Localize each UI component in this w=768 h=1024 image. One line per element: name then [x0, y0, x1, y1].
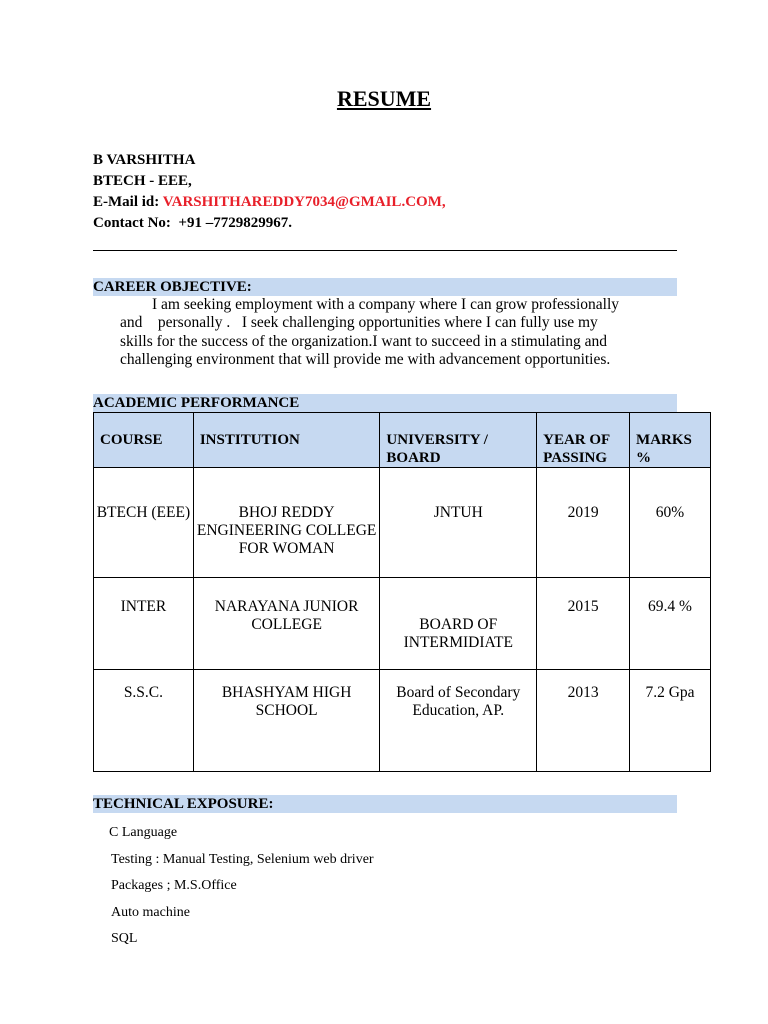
- header-institution: INSTITUTION: [193, 413, 380, 468]
- header-course: COURSE: [94, 413, 194, 468]
- academic-performance-heading: ACADEMIC PERFORMANCE: [93, 394, 677, 412]
- header-year: YEAR OF PASSING: [537, 413, 630, 468]
- career-objective-heading: CAREER OBJECTIVE:: [93, 278, 677, 296]
- contact-block: [93, 150, 446, 234]
- header-university: UNIVERSITY / BOARD: [380, 413, 537, 468]
- cell-marks: 69.4 %: [630, 578, 711, 670]
- divider-line: [93, 250, 677, 251]
- list-item: C Language: [109, 825, 178, 840]
- career-objective-text: [120, 296, 680, 369]
- cell-university: BOARD OF INTERMIDIATE: [380, 578, 537, 670]
- list-item: SQL: [111, 931, 138, 946]
- cell-year: 2013: [537, 670, 630, 772]
- cell-marks: 7.2 Gpa: [630, 670, 711, 772]
- objective-line: I am seeking employment with a company where I can grow professionally: [152, 296, 620, 313]
- technical-exposure-heading: TECHNICAL EXPOSURE:: [93, 795, 677, 813]
- cell-institution: BHASHYAM HIGH SCHOOL: [193, 670, 380, 772]
- header-marks: MARKS %: [630, 413, 711, 468]
- contact-label: Contact No:: [93, 215, 171, 231]
- cell-course: INTER: [94, 578, 194, 670]
- list-item: Testing : Manual Testing, Selenium web driver: [111, 851, 374, 867]
- academic-table: [93, 412, 711, 772]
- objective-line: and personally . I seek challenging opportunities where I can fully use my: [120, 314, 598, 332]
- contact-number: +91 –7729829967.: [178, 215, 292, 231]
- cell-marks: 60%: [630, 468, 711, 578]
- objective-line: challenging environment that will provide me with advancement opportunities.: [120, 350, 611, 368]
- table-row: [94, 468, 711, 578]
- candidate-name: B VARSHITHA: [93, 152, 196, 168]
- page-title: RESUME: [336, 86, 432, 111]
- candidate-degree: BTECH - EEE,: [93, 173, 192, 189]
- list-item: Auto machine: [111, 904, 190, 920]
- technical-list: [93, 820, 374, 953]
- cell-university: Board of Secondary Education, AP.: [380, 670, 537, 772]
- cell-course: S.S.C.: [94, 670, 194, 772]
- objective-line: skills for the success of the organization.I want to succeed in a stimulating and: [120, 332, 607, 350]
- cell-university: JNTUH: [380, 468, 537, 578]
- table-row: [94, 670, 711, 772]
- contact-row: [93, 213, 446, 234]
- email-label: E-Mail id:: [93, 194, 160, 210]
- email-address[interactable]: VARSHITHAREDDY7034@GMAIL.COM,: [162, 194, 446, 210]
- cell-institution: NARAYANA JUNIOR COLLEGE: [193, 578, 380, 670]
- table-header-row: [94, 413, 711, 468]
- cell-year: 2015: [537, 578, 630, 670]
- email-row: [93, 192, 446, 213]
- cell-course: BTECH (EEE): [94, 468, 194, 578]
- table-row: [94, 578, 711, 670]
- cell-institution: BHOJ REDDY ENGINEERING COLLEGE FOR WOMAN: [193, 468, 380, 578]
- list-item: Packages ; M.S.Office: [111, 878, 237, 893]
- cell-year: 2019: [537, 468, 630, 578]
